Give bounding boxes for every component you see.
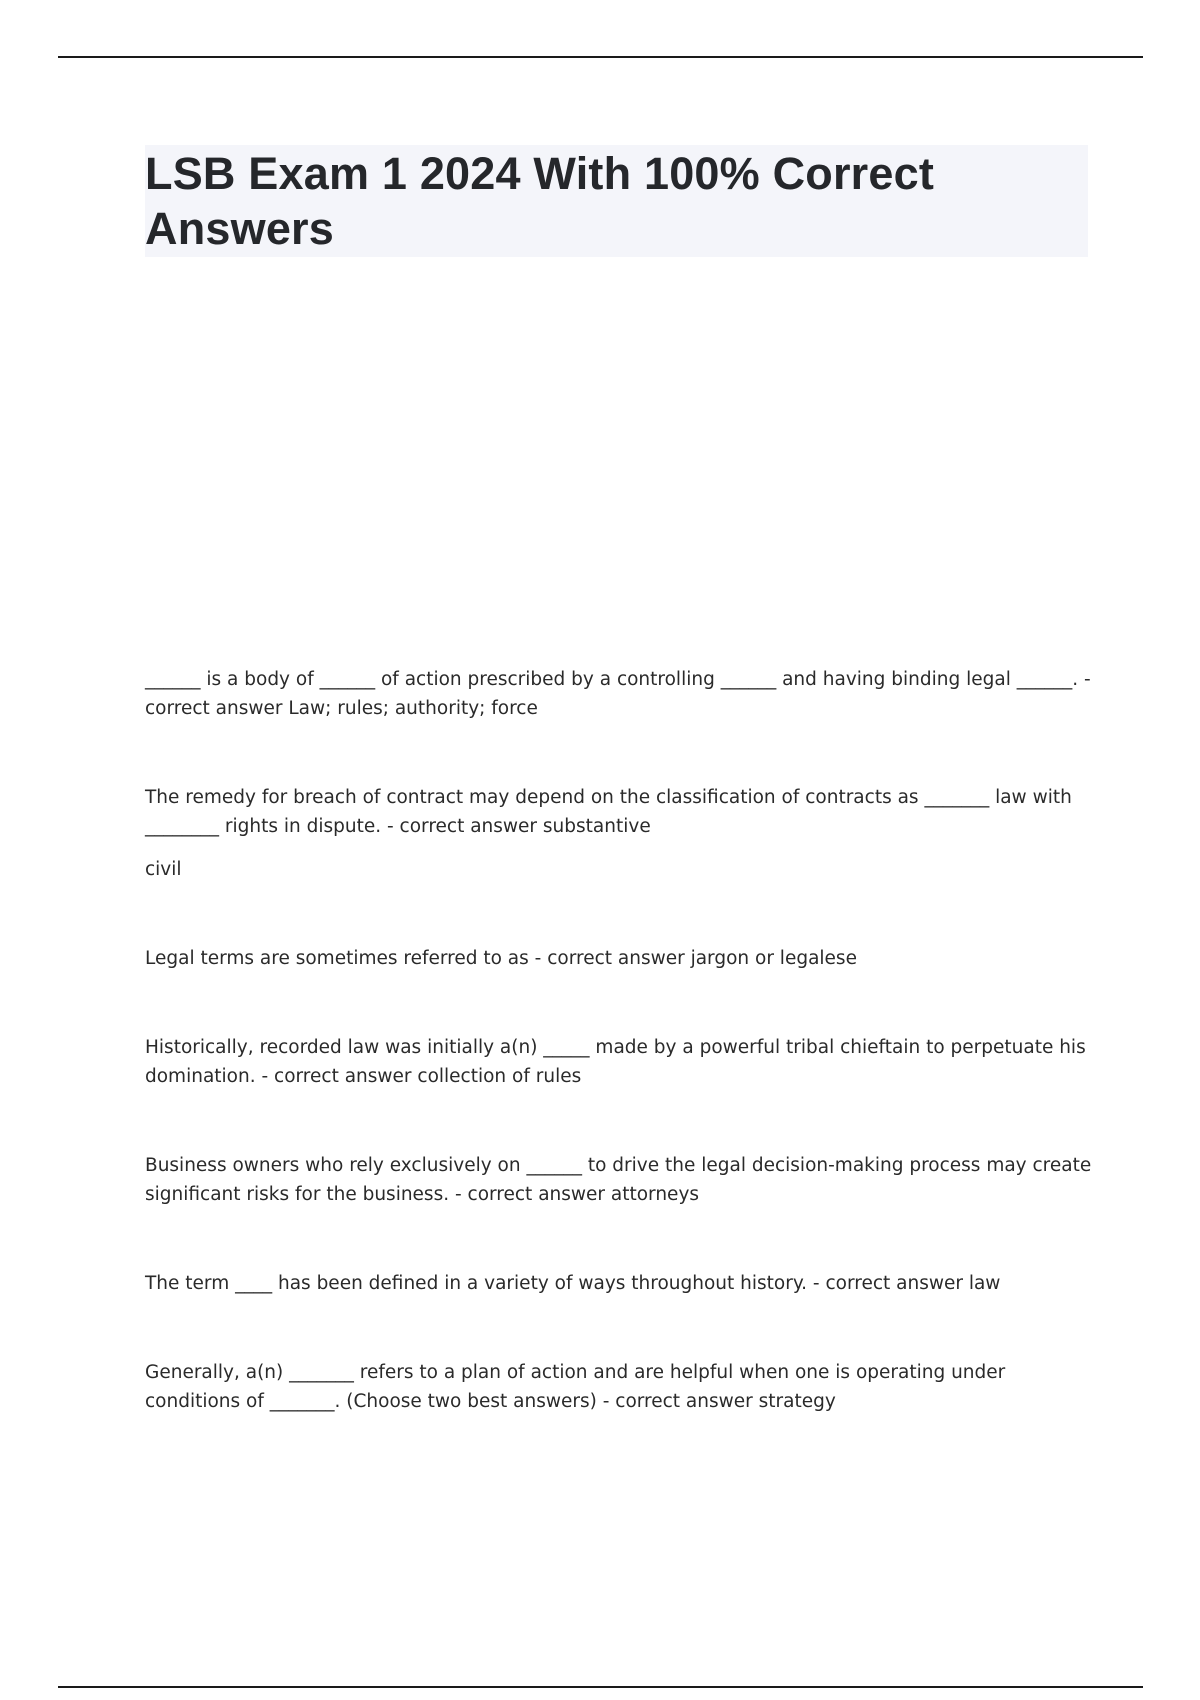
question-item bbox=[145, 944, 1095, 973]
question-item bbox=[145, 1269, 1095, 1298]
question-text: Generally, a(n) _______ refers to a plan of action and are helpful when one is operating under conditions of _______. (Choose two best answers) - correct answer strategy bbox=[145, 1362, 1006, 1412]
question-list bbox=[145, 665, 1095, 1416]
bottom-rule bbox=[58, 1686, 1143, 1688]
question-item bbox=[145, 665, 1095, 723]
top-rule bbox=[58, 56, 1143, 58]
question-item bbox=[145, 1151, 1095, 1209]
question-item bbox=[145, 783, 1095, 884]
question-text: The remedy for breach of contract may depend on the classification of contracts as _______ law with ________ rights in dispute. - correct answer substantive bbox=[145, 787, 1072, 837]
question-text: The term ____ has been defined in a variety of ways throughout history. - correct answer law bbox=[145, 1273, 1001, 1294]
question-text: Legal terms are sometimes referred to as - correct answer jargon or legalese bbox=[145, 948, 857, 969]
question-text: ______ is a body of ______ of action prescribed by a controlling ______ and having binding legal ______. - correct answer Law; rules; authority; force bbox=[145, 669, 1091, 719]
answer-continuation: civil bbox=[145, 859, 182, 880]
question-item bbox=[145, 1033, 1095, 1091]
document-title: LSB Exam 1 2024 With 100% Correct Answers bbox=[145, 148, 935, 254]
question-item bbox=[145, 1358, 1095, 1416]
question-text: Business owners who rely exclusively on ______ to drive the legal decision-making process may create significant risks for the business. - correct answer attorneys bbox=[145, 1155, 1092, 1205]
question-text: Historically, recorded law was initially a(n) _____ made by a powerful tribal chieftain to perpetuate his domination. - correct answer collection of rules bbox=[145, 1037, 1086, 1087]
